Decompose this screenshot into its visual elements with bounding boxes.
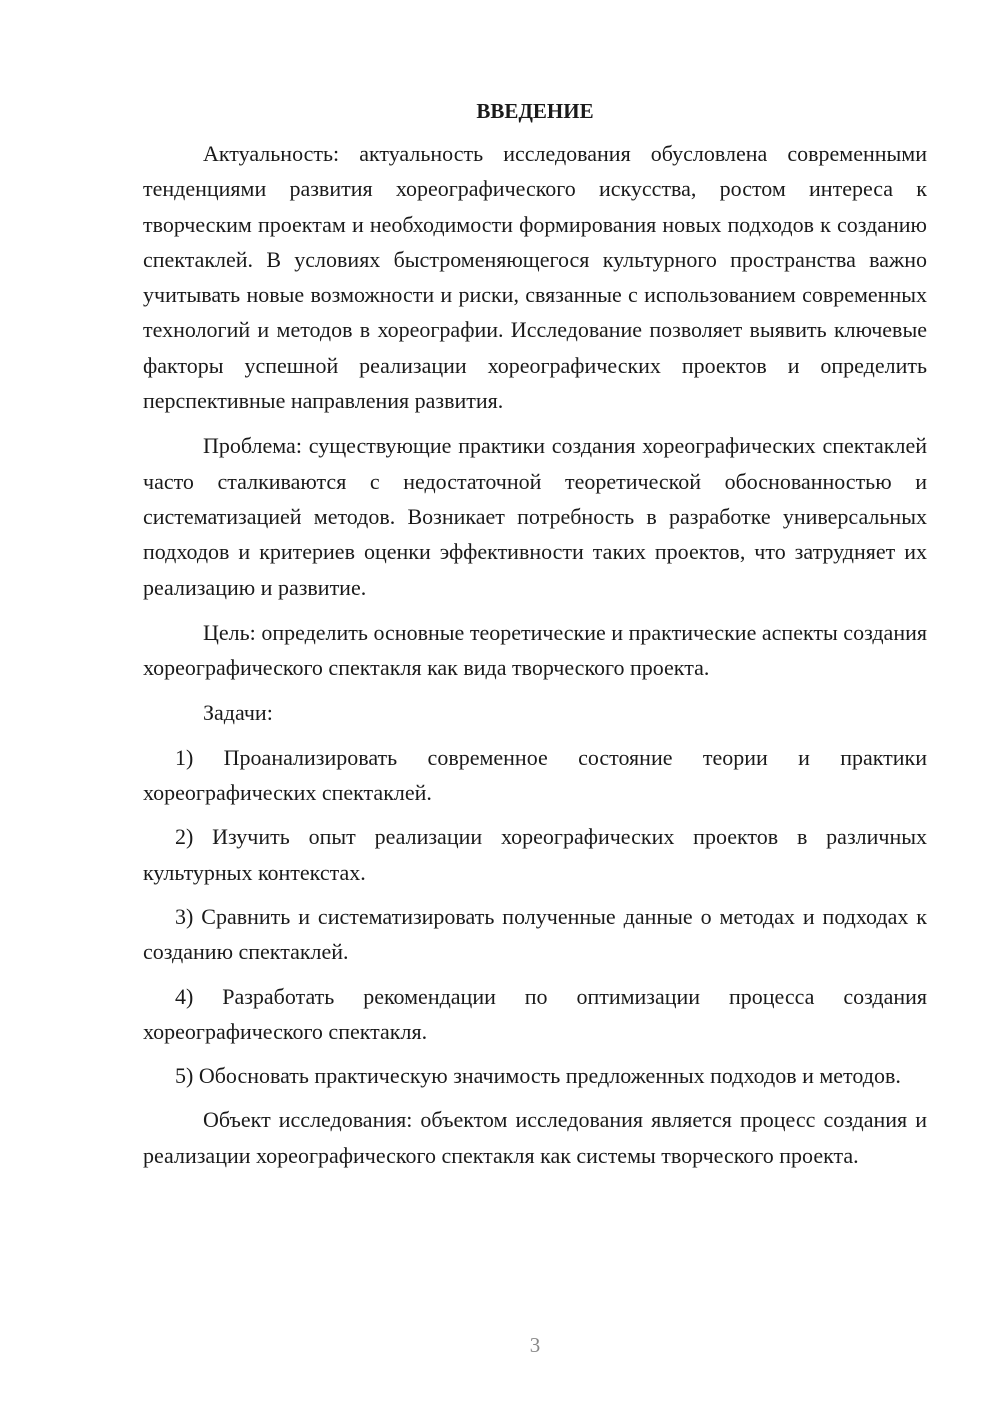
task-item: 1) Проанализировать современное состояние теории и практики хореографических спектаклей. <box>143 744 927 806</box>
object-paragraph: Объект исследования: объектом исследования является процесс создания и реализации хореографического спектакля как системы творческого проекта. <box>143 1107 927 1168</box>
tasks-heading: Задачи: <box>203 700 273 726</box>
task-item: 3) Сравнить и систематизировать полученные данные о методах и подходах к созданию спектаклей. <box>143 903 927 965</box>
document-page <box>143 96 927 1173</box>
page-number: 3 <box>529 1333 541 1357</box>
task-item: 5) Обосновать практическую значимость предложенных подходов и методов. <box>175 1063 901 1089</box>
problem-paragraph: Проблема: существующие практики создания хореографических спектаклей часто сталкиваются с недостаточной теоретической обоснованностью и систематизацией методов. Возникает потребность в разработке универсальных подходов и критериев оценки эффективности таких проектов, что затрудняет их реализацию и развитие. <box>143 433 927 600</box>
task-item: 2) Изучить опыт реализации хореографических проектов в различных культурных контекстах. <box>143 824 927 885</box>
task-item: 4) Разработать рекомендации по оптимизации процесса создания хореографического спектакля. <box>143 983 927 1044</box>
relevance-paragraph: Актуальность: актуальность исследования обусловлена современными тенденциями развития хореографического искусства, ростом интереса к творческим проектам и необходимости формирования новых подходов к созданию спектаклей. В условиях быстроменяющегося культурного пространства важно учитывать новые возможности и риски, связанные с использованием современных технологий и методов в хореографии. Исследование позволяет выявить ключевые факторы успешной реализации хореографических проектов и определить перспективные направления развития. <box>143 141 927 414</box>
document-title: ВВЕДЕНИЕ <box>476 99 594 123</box>
goal-paragraph: Цель: определить основные теоретические и практические аспекты создания хореографического спектакля как вида творческого проекта. <box>143 619 927 681</box>
